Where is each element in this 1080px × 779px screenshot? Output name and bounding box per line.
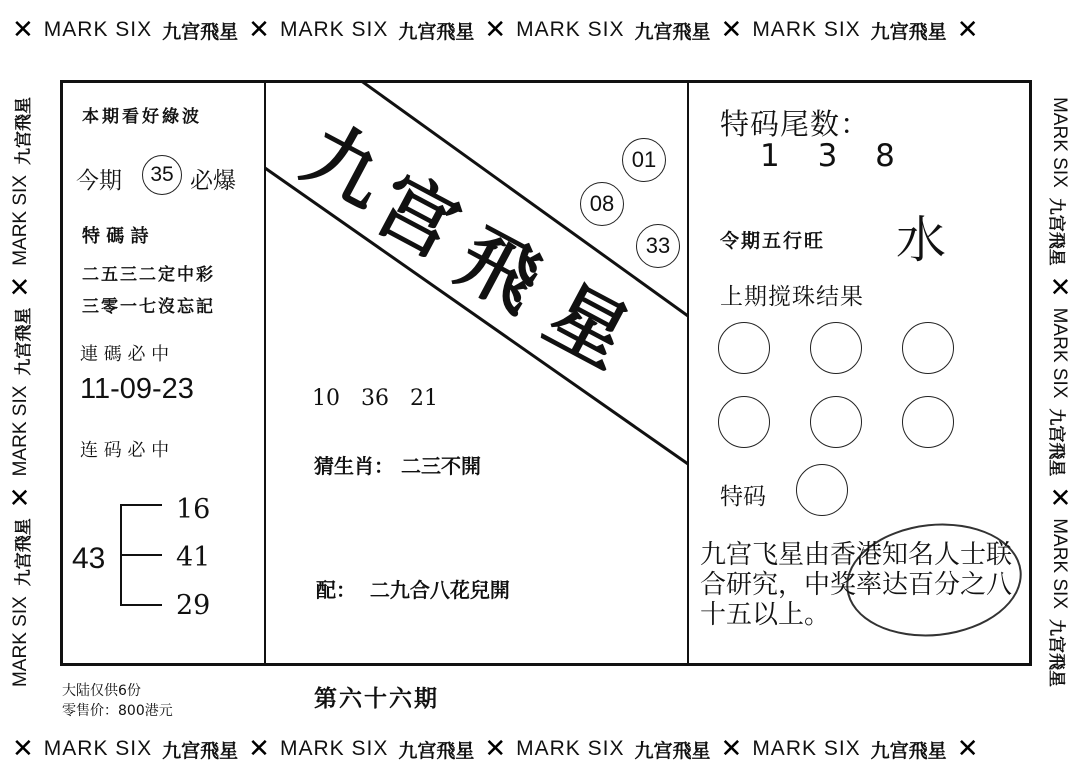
title-char-4: 星 (531, 268, 644, 386)
brace-left-number: 43 (72, 542, 106, 575)
cross-icon: ✕ (1044, 275, 1074, 298)
brand-cn: 九宫飛星 (1046, 197, 1067, 266)
today-number-circle (142, 155, 182, 195)
title-char-1: 九 (289, 108, 402, 226)
brace-branch-top (120, 504, 162, 506)
lucky-number-circle-3 (636, 224, 680, 268)
lianma-label-1: 連 碼 必 中 (80, 344, 170, 365)
brace-number-2: 41 (176, 542, 211, 573)
brand-cn: 九宫飛星 (13, 96, 34, 165)
lianma-numbers: 11-09-23 (80, 373, 194, 405)
brand-cn: 九宫飛星 (162, 20, 239, 43)
brace-branch-bottom (120, 604, 162, 606)
brand-cn: 九宫飛星 (162, 739, 239, 762)
issue-number: 第六十六期 (314, 685, 439, 712)
draw-ball-2 (810, 322, 862, 374)
left-border-band (0, 52, 42, 732)
draw-ball-5 (810, 396, 862, 448)
lucky-number-3: 33 (645, 233, 671, 258)
zodiac-guess: 猜生肖： 二三不開 (314, 454, 481, 478)
special-number-ball (796, 464, 848, 516)
brand-en: MARK SIX (516, 737, 625, 760)
right-border-band (1038, 52, 1080, 732)
brand-cn: 九宫飛星 (634, 20, 711, 43)
lucky-number-1: 01 (631, 147, 657, 172)
cross-icon: ✕ (1044, 486, 1074, 509)
poem-line-2: 三零一七沒忘記 (82, 297, 215, 317)
cross-icon: ✕ (720, 734, 743, 764)
poem-title: 特 碼 詩 (82, 226, 149, 247)
brand-cn: 九宫飛星 (870, 739, 947, 762)
cross-icon: ✕ (6, 275, 36, 298)
special-number-label: 特码 (720, 484, 766, 510)
last-draw-label: 上期搅珠结果 (720, 284, 864, 310)
cross-icon: ✕ (484, 15, 507, 45)
description-text: 九宫飞星由香港知名人士联合研究，中奖率达百分之八十五以上。 (700, 540, 1013, 630)
bottom-border-band (0, 719, 1080, 779)
brand-cn: 九宫飛星 (634, 739, 711, 762)
title-char-3: 飛 (443, 212, 556, 330)
brand-en: MARK SIX (43, 18, 153, 41)
brand-en: MARK SIX (752, 737, 861, 760)
draw-ball-4 (718, 396, 770, 448)
draw-ball-1 (718, 322, 770, 374)
tail-number-label: 特码尾数： (720, 107, 871, 141)
brand-cn: 九宫飛星 (13, 518, 34, 587)
cross-icon: ✕ (484, 734, 507, 764)
brand-cn: 九宫飛星 (1046, 619, 1067, 688)
green-wave-heading: 本期看好綠波 (82, 107, 202, 127)
brace-number-1: 16 (176, 494, 211, 525)
brand-en: MARK SIX (1049, 518, 1070, 610)
lianma-label-2: 连 码 必 中 (80, 440, 170, 461)
brand-en: MARK SIX (10, 385, 31, 477)
brand-en: MARK SIX (279, 18, 389, 41)
brand-cn: 九宫飛星 (398, 739, 475, 762)
draw-ball-6 (902, 396, 954, 448)
draw-ball-3 (902, 322, 954, 374)
today-number: 35 (150, 163, 174, 186)
brand-en: MARK SIX (516, 18, 625, 41)
brand-en: MARK SIX (43, 737, 153, 760)
cross-icon: ✕ (956, 15, 979, 45)
brand-en: MARK SIX (10, 596, 31, 688)
today-prefix: 今期 (76, 168, 122, 194)
brace-branch-middle (120, 554, 162, 556)
five-element-label: 令期五行旺 (720, 230, 826, 252)
cross-icon: ✕ (248, 734, 270, 764)
lucky-number-2: 08 (589, 191, 615, 216)
brand-en: MARK SIX (1049, 96, 1070, 188)
lucky-number-circle-2 (580, 182, 624, 226)
poem-line-1: 二五三二定中彩 (82, 265, 215, 285)
cross-icon: ✕ (720, 15, 743, 45)
numbers-row: 10 36 21 (312, 386, 438, 411)
price-note: 零售价：800港元 (62, 703, 173, 719)
brand-en: MARK SIX (279, 737, 389, 760)
cross-icon: ✕ (12, 734, 34, 764)
brace-number-3: 29 (176, 590, 211, 621)
supply-note: 大陆仅供6份 (62, 683, 141, 699)
brand-cn: 九宫飛星 (870, 20, 947, 43)
cross-icon: ✕ (12, 15, 34, 45)
cross-icon: ✕ (6, 486, 36, 509)
brand-cn: 九宫飛星 (13, 307, 34, 376)
brand-en: MARK SIX (752, 18, 861, 41)
brand-cn: 九宫飛星 (398, 20, 475, 43)
lucky-number-circle-1 (622, 138, 666, 182)
today-suffix: 必爆 (190, 168, 236, 194)
title-char-2: 宫 (361, 158, 474, 276)
brand-en: MARK SIX (10, 174, 31, 266)
tail-numbers: 1 3 8 (760, 138, 909, 174)
five-element-value: 水 (896, 211, 946, 269)
pairing-line: 配： 二九合八花兒開 (316, 578, 510, 602)
cross-icon: ✕ (248, 15, 270, 45)
brand-en: MARK SIX (1049, 307, 1070, 399)
brand-cn: 九宫飛星 (1046, 408, 1067, 477)
cross-icon: ✕ (956, 734, 979, 764)
top-border-band (0, 0, 1080, 60)
